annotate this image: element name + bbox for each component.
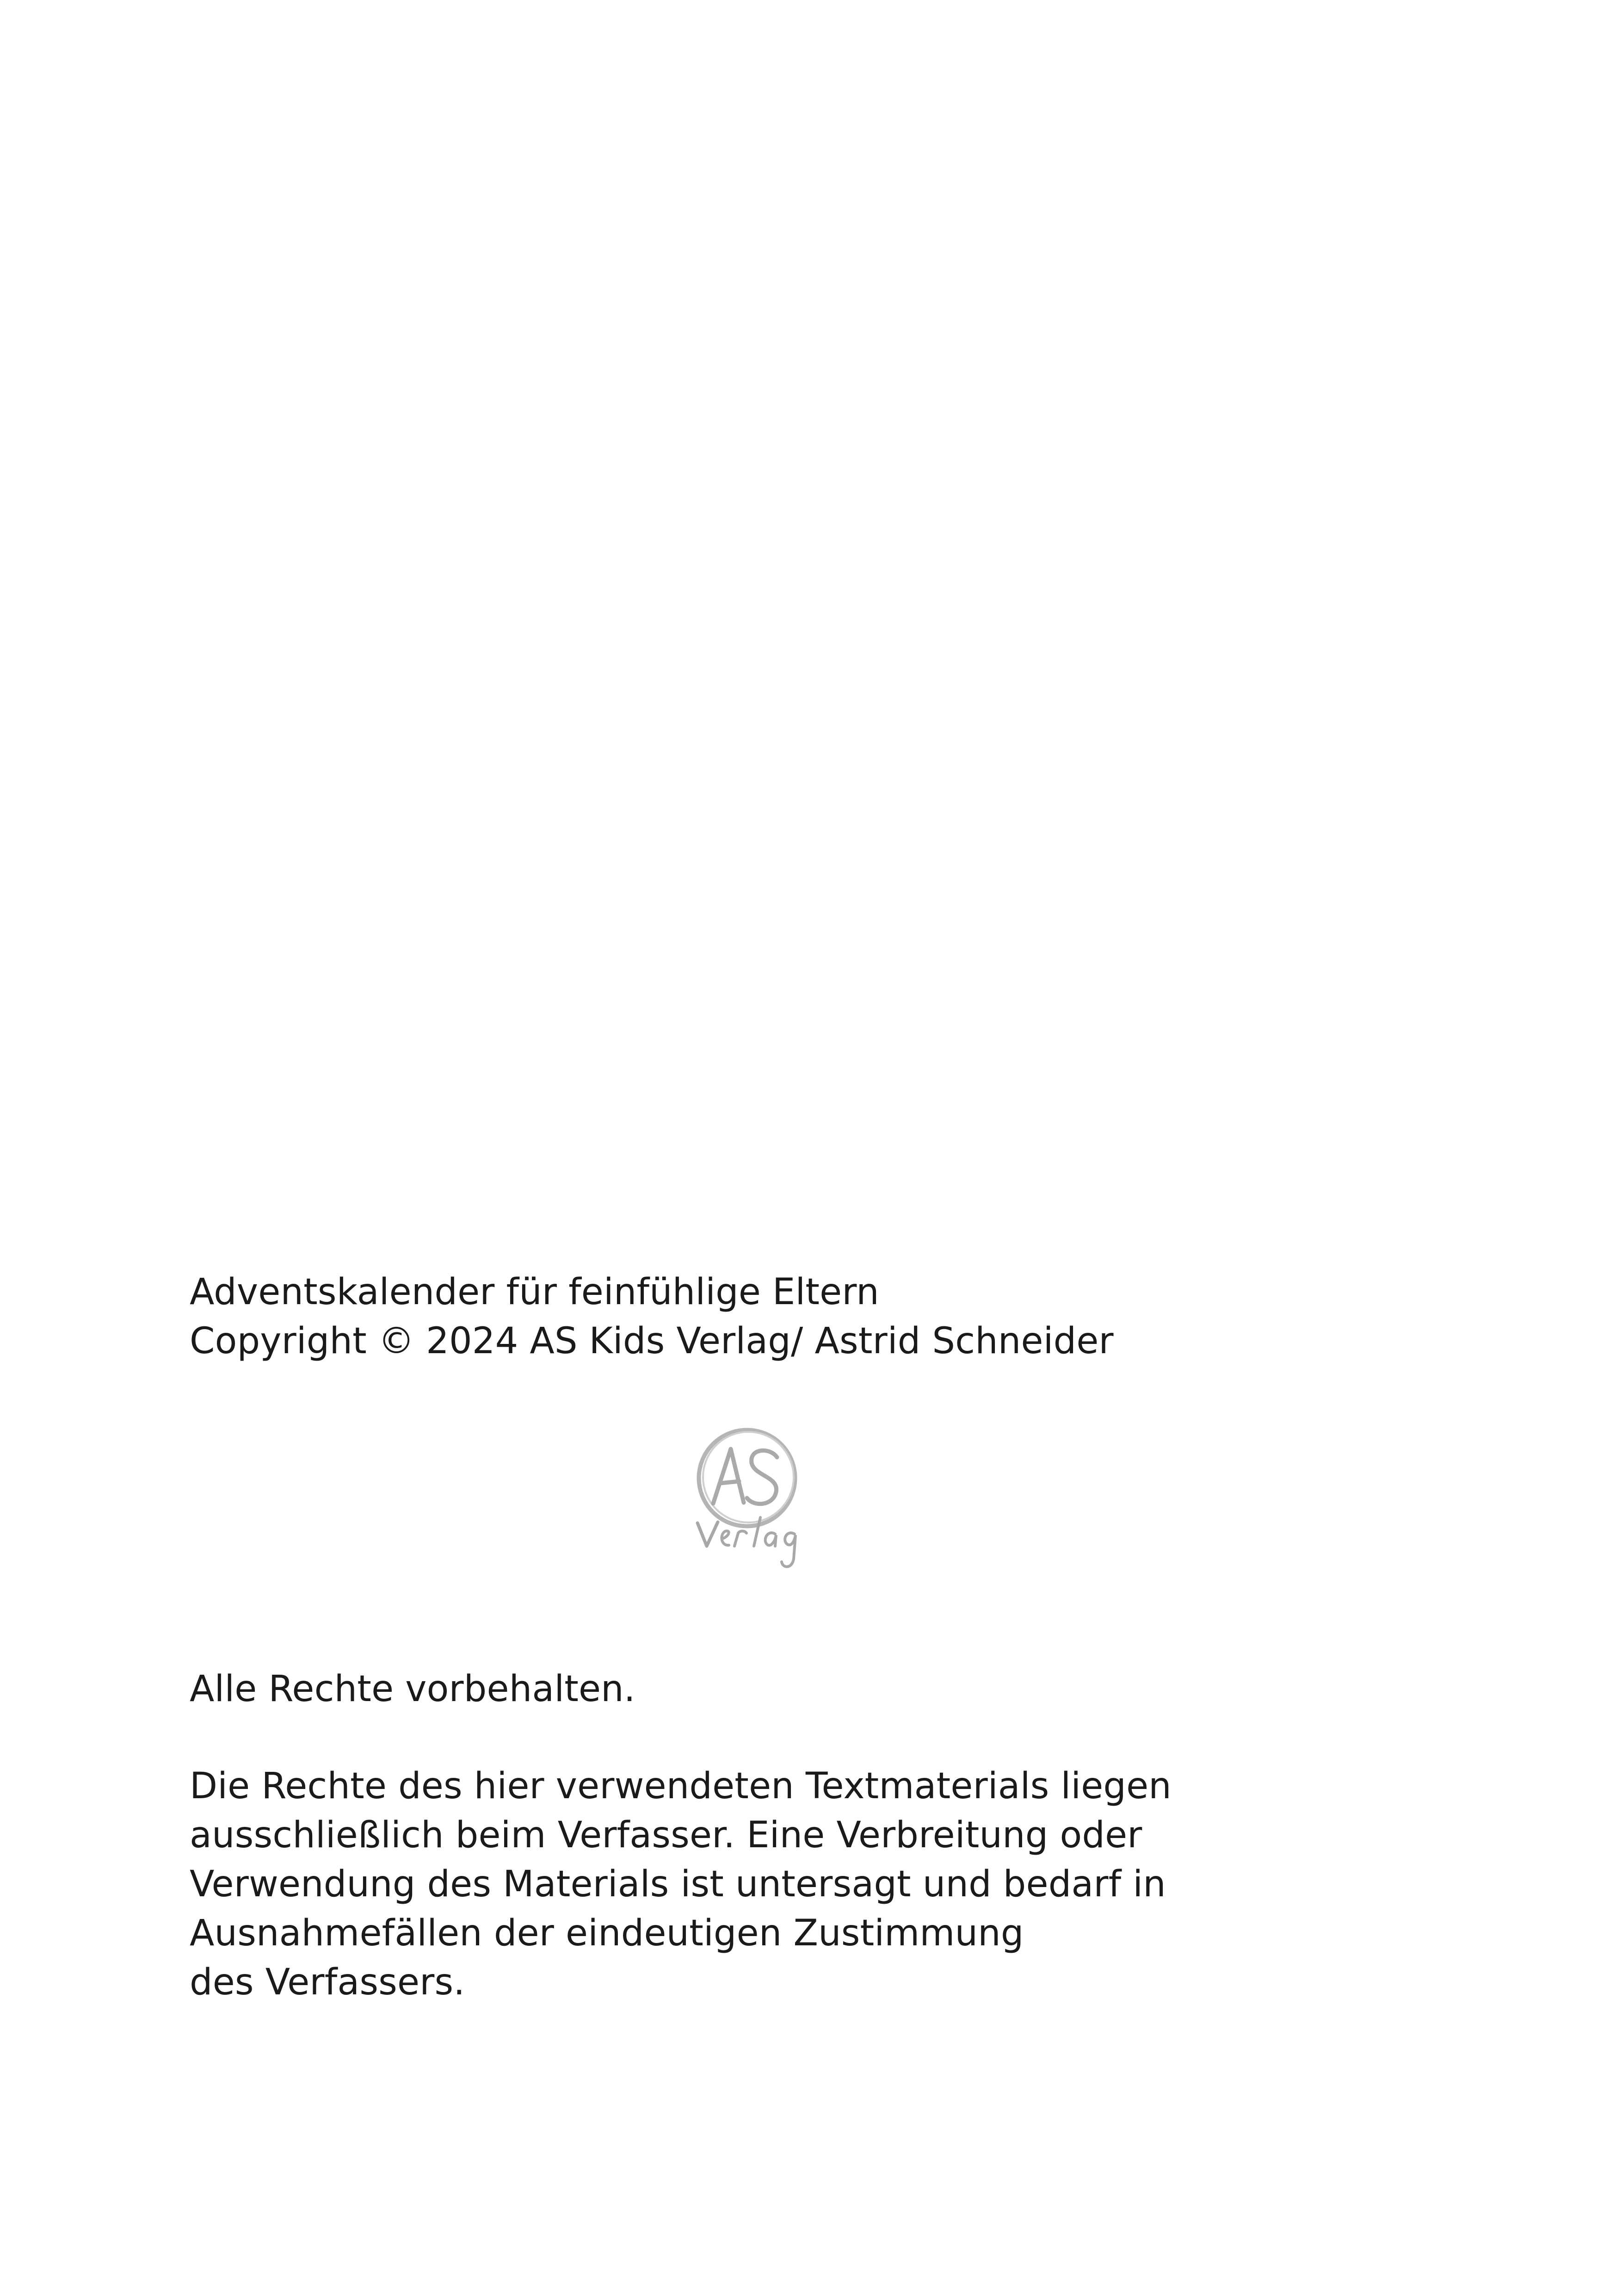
book-title: Adventskalender für feinfühlige Eltern [190,1271,879,1313]
notice-line: Ausnahmefällen der eindeutigen Zustimmung [190,1912,1024,1954]
as-verlag-logo-icon [685,1425,809,1578]
notice-line: des Verfassers. [190,1962,465,2003]
copyright-line: Copyright © 2024 AS Kids Verlag/ Astrid Schneider [190,1320,1114,1362]
rights-reserved: Alle Rechte vorbehalten. [190,1668,635,1710]
notice-line: ausschließlich beim Verfasser. Eine Verbreitung oder [190,1814,1142,1856]
imprint-header [190,1268,1114,1366]
notice-line: Die Rechte des hier verwendeten Textmaterials liegen [190,1765,1172,1807]
usage-notice [190,1762,1172,2007]
notice-line: Verwendung des Materials ist untersagt und bedarf in [190,1863,1166,1905]
